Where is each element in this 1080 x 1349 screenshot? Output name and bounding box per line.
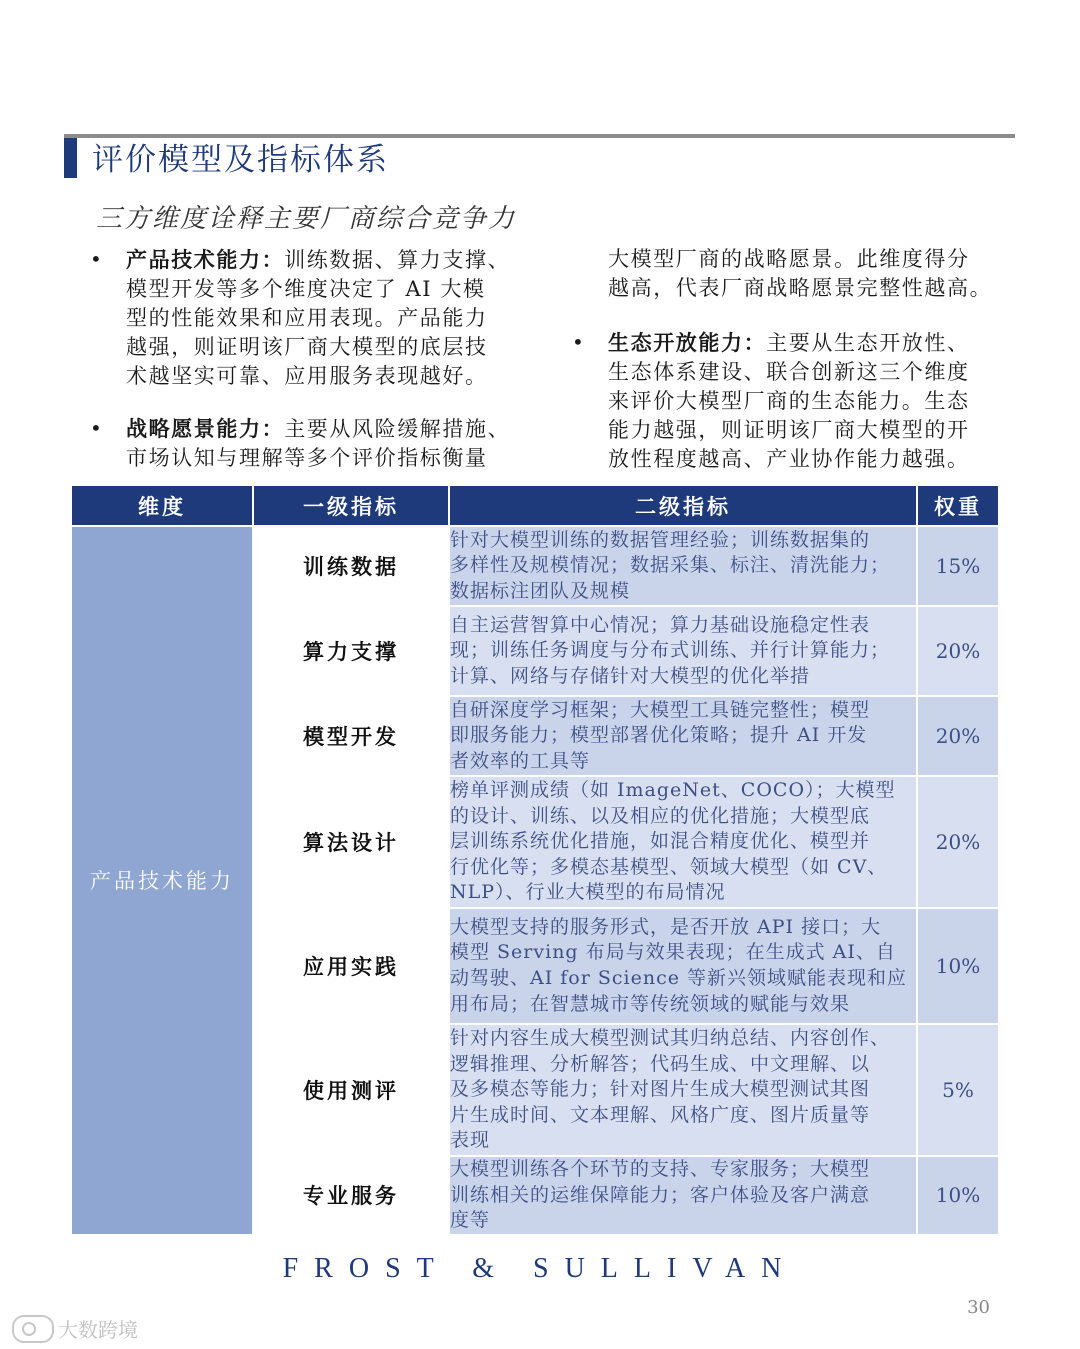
- level2-line: 榜单评测成绩（如 ImageNet、COCO）；大模型: [450, 779, 896, 802]
- bullet-continuation: 大模型厂商的战略愿景。此维度得分 越高，代表厂商战略愿景完整性越高。: [608, 247, 993, 300]
- level2-line: 表现: [450, 1129, 491, 1152]
- level2-cell: [449, 696, 917, 776]
- level1-cell: 算力支撑: [253, 606, 449, 696]
- metrics-table: [70, 484, 1000, 1236]
- bullet-first-line: 产品技术能力：训练数据、算力支撑、: [126, 247, 511, 272]
- table-header-row: [71, 485, 999, 526]
- level2-line: 动驾驶、AI for Science 等新兴领域赋能表现和应: [450, 967, 907, 989]
- level2-cell: [449, 1156, 917, 1235]
- level2-cell: [449, 526, 917, 606]
- header-dimension: 维度: [71, 485, 253, 526]
- bullet-line: 来评价大模型厂商的生态能力。生态: [608, 389, 970, 413]
- level1-cell: 模型开发: [253, 696, 449, 776]
- level2-line: 层训练系统优化措施，如混合精度优化、模型并: [450, 830, 871, 853]
- weight-cell: 10%: [917, 1156, 999, 1235]
- bullet-dot-icon: •: [90, 416, 104, 440]
- weight-cell: 20%: [917, 606, 999, 696]
- level2-line: 训练相关的运维保障能力；客户体验及客户满意: [450, 1183, 871, 1206]
- level2-line: 行优化等；多模态基模型、领域大模型（如 CV、: [450, 855, 888, 878]
- bullet-dot-icon: •: [90, 247, 104, 271]
- page-subtitle: 三方维度诠释主要厂商综合竞争力: [96, 204, 517, 234]
- bullet-line: 市场认知与理解等多个评价指标衡量: [126, 446, 488, 470]
- weight-cell: 20%: [917, 776, 999, 908]
- level2-line: 数据标注团队及规模: [450, 579, 631, 602]
- watermark: [12, 1314, 138, 1343]
- watermark-text: 大数跨境: [58, 1318, 138, 1342]
- dimension-cell: 产品技术能力: [71, 526, 253, 1235]
- level1-cell: 应用实践: [253, 908, 449, 1024]
- level2-cell: [449, 1024, 917, 1156]
- bullet-line: 能力越强，则证明该厂商大模型的开: [608, 418, 970, 442]
- header-rule: [64, 134, 1015, 138]
- level1-cell: 算法设计: [253, 776, 449, 908]
- level2-line: 多样性及规模情况；数据采集、标注、清洗能力；: [450, 554, 891, 577]
- bullet-line: 型的性能效果和应用表现。产品能力: [126, 306, 488, 330]
- level2-cell: [449, 908, 917, 1024]
- level2-line: 即服务能力；模型部署优化策略；提升 AI 开发: [450, 724, 868, 747]
- level2-line: 计算、网络与存储针对大模型的优化举措: [450, 664, 811, 687]
- left-column: [90, 245, 535, 473]
- level2-line: 针对大模型训练的数据管理经验；训练数据集的: [450, 528, 871, 551]
- level2-cell: [449, 776, 917, 908]
- level2-line: 者效率的工具等: [450, 749, 591, 772]
- bullet-term: 生态开放能力：: [608, 330, 767, 355]
- page-title: 评价模型及指标体系: [92, 142, 389, 178]
- bullet-dot-icon: •: [572, 330, 586, 354]
- weight-cell: 15%: [917, 526, 999, 606]
- level2-line: 自主运营智算中心情况；算力基础设施稳定性表: [450, 613, 871, 636]
- title-accent-bar: [64, 138, 77, 178]
- level2-line: 自研深度学习框架；大模型工具链完整性；模型: [450, 698, 871, 721]
- header-level1: 一级指标: [253, 485, 449, 526]
- level2-line: 度等: [450, 1209, 491, 1232]
- table-row: [71, 526, 999, 606]
- level2-line: 及多模态等能力；针对图片生成大模型测试其图: [450, 1078, 871, 1101]
- frost-sullivan-logo: FROST & SULLIVAN: [282, 1253, 798, 1284]
- bullet-first-line: 战略愿景能力：主要从风险缓解措施、: [126, 416, 511, 441]
- page-number: 30: [967, 1297, 990, 1318]
- weight-cell: 20%: [917, 696, 999, 776]
- level2-line: 用布局；在智慧城市等传统领域的赋能与效果: [450, 992, 851, 1015]
- bullet-line: 生态体系建设、联合创新这三个维度: [608, 360, 970, 384]
- level2-line: 片生成时间、文本理解、风格广度、图片质量等: [450, 1103, 871, 1126]
- level2-cell: [449, 606, 917, 696]
- bullet-line: 术越坚实可靠、应用服务表现越好。: [126, 364, 488, 388]
- level2-line: 逻辑推理、分析解答；代码生成、中文理解、以: [450, 1052, 871, 1075]
- level2-line: 针对内容生成大模型测试其归纳总结、内容创作、: [450, 1027, 891, 1050]
- level2-line: 大模型支持的服务形式，是否开放 API 接口；大: [450, 915, 882, 938]
- level2-line: NLP）、行业大模型的布局情况: [450, 881, 726, 904]
- bullet-first-line: 生态开放能力：主要从生态开放性、: [608, 330, 970, 355]
- level2-line: 的设计、训练、以及相应的优化措施；大模型底: [450, 804, 871, 827]
- weight-cell: 10%: [917, 908, 999, 1024]
- bullet-term: 产品技术能力：: [126, 247, 285, 272]
- bullet-ecosystem: [572, 328, 1012, 474]
- level1-cell: 专业服务: [253, 1156, 449, 1235]
- bullet-product-tech: [90, 245, 535, 391]
- header-weight: 权重: [917, 485, 999, 526]
- level2-line: 大模型训练各个环节的支持、专家服务；大模型: [450, 1158, 871, 1180]
- header-level2: 二级指标: [449, 485, 917, 526]
- bullet-term: 战略愿景能力：: [126, 416, 285, 441]
- weight-cell: 5%: [917, 1024, 999, 1156]
- level2-line: 模型 Serving 布局与效果表现；在生成式 AI、自: [450, 941, 896, 964]
- bullet-line: 模型开发等多个维度决定了 AI 大模: [126, 277, 486, 301]
- level2-line: 现；训练任务调度与分布式训练、并行计算能力；: [450, 639, 891, 662]
- watermark-logo-icon: [12, 1315, 54, 1343]
- level1-cell: 使用测评: [253, 1024, 449, 1156]
- bullet-line: 越强，则证明该厂商大模型的底层技: [126, 335, 488, 359]
- right-column: [572, 245, 1012, 474]
- bullet-line: 放性程度越高、产业协作能力越强。: [608, 447, 970, 471]
- bullet-strategy-vision: [90, 414, 535, 473]
- level1-cell: 训练数据: [253, 526, 449, 606]
